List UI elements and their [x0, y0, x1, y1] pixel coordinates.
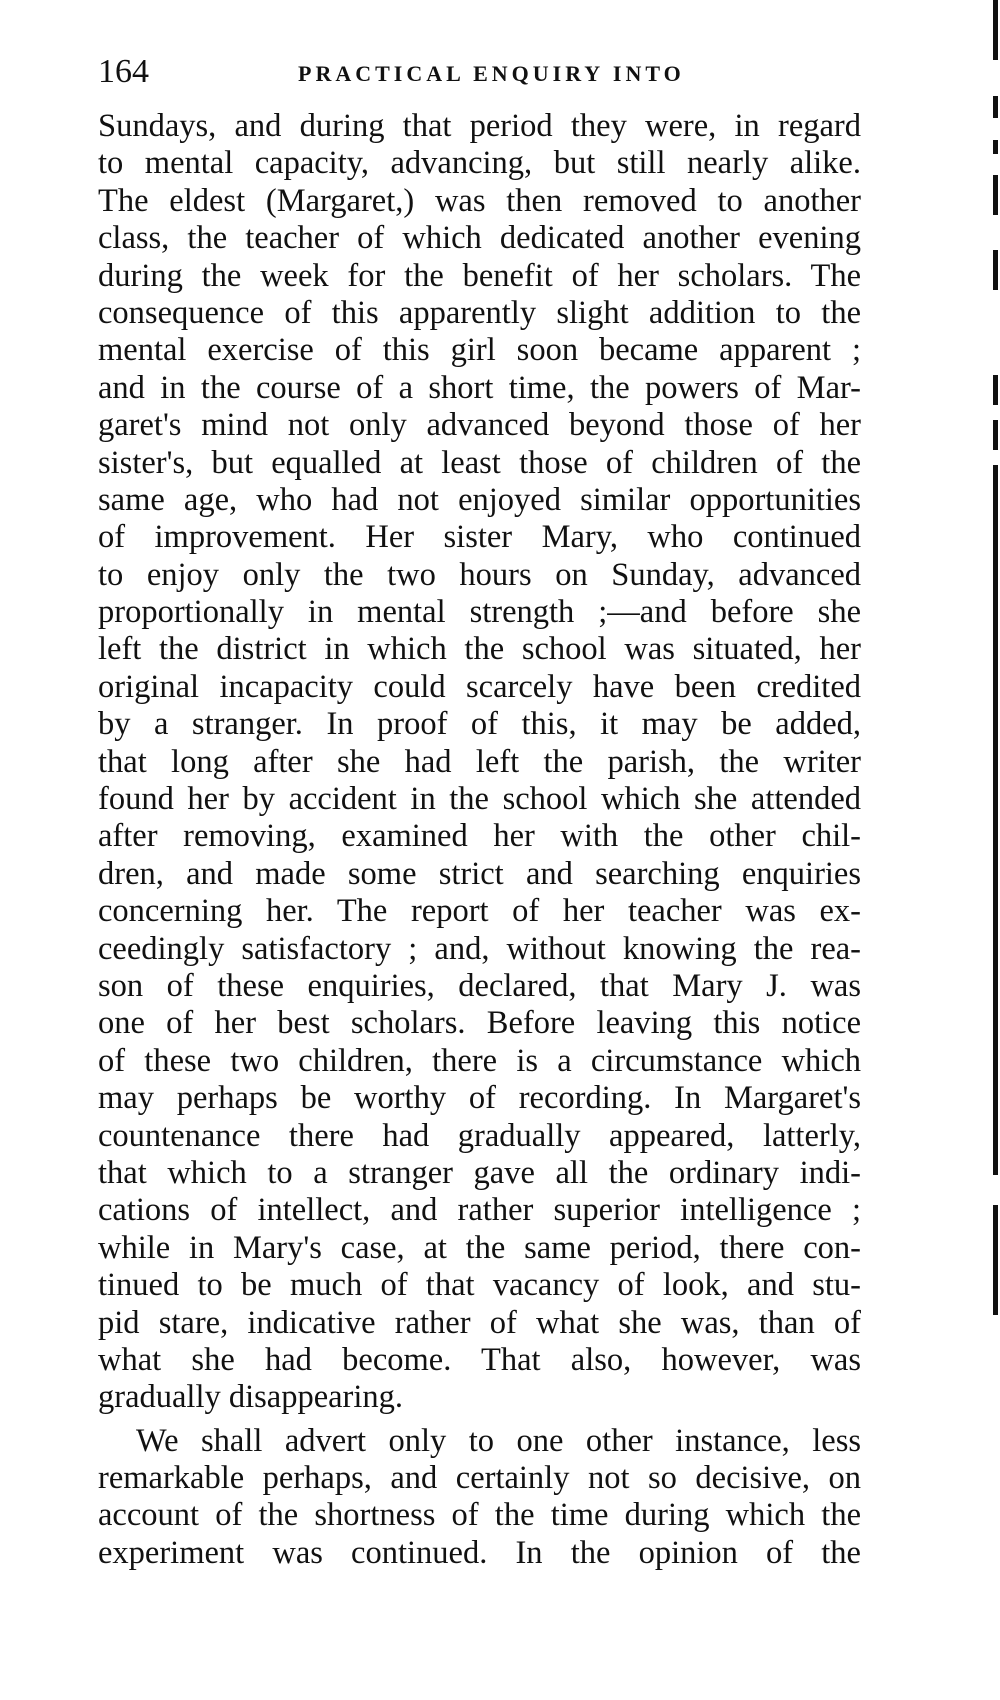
text-line: proportionally in mental strength ;—and before she — [98, 594, 861, 631]
text-line: of these two children, there is a circumstance which — [98, 1042, 861, 1079]
page-number: 164 — [98, 53, 149, 90]
text-line: after removing, examined her with the other chil- — [98, 818, 861, 855]
edge-mark — [993, 1205, 998, 1315]
text-line: that long after she had left the parish, the writer — [98, 743, 861, 780]
text-line: consequence of this apparently slight addition to the — [98, 294, 861, 331]
page-header — [98, 50, 858, 94]
text-line: concerning her. The report of her teacher was ex- — [98, 893, 861, 930]
edge-mark — [993, 465, 998, 1175]
text-line: class, the teacher of which dedicated another evening — [98, 220, 861, 257]
text-line: sister's, but equalled at least those of children of the — [98, 444, 861, 481]
text-line: to enjoy only the two hours on Sunday, advanced — [98, 556, 861, 593]
text-line: while in Mary's case, at the same period, there con- — [98, 1229, 861, 1266]
text-line: by a stranger. In proof of this, it may be added, — [98, 706, 861, 743]
text-line: pid stare, indicative rather of what she was, than of — [98, 1304, 861, 1341]
text-line: one of her best scholars. Before leaving this notice — [98, 1005, 861, 1042]
text-line: and in the course of a short time, the powers of Mar- — [98, 369, 861, 406]
text-line: son of these enquiries, declared, that Mary J. was — [98, 967, 861, 1004]
text-line: left the district in which the school was situated, her — [98, 631, 861, 668]
edge-mark — [993, 96, 998, 118]
text-line: of improvement. Her sister Mary, who continued — [98, 519, 861, 556]
text-line: may perhaps be worthy of recording. In Margaret's — [98, 1080, 861, 1117]
text-line: what she had become. That also, however, was — [98, 1341, 861, 1378]
text-line: countenance there had gradually appeared, latterly, — [98, 1117, 861, 1154]
edge-mark — [993, 0, 998, 60]
text-line: account of the shortness of the time during which the — [98, 1497, 861, 1534]
text-line: gradually disappearing. — [98, 1379, 404, 1416]
edge-mark — [993, 140, 998, 154]
page-edge-shadow — [988, 0, 1000, 1700]
text-line: experiment was continued. In the opinion of the — [98, 1534, 861, 1571]
text-line: original incapacity could scarcely have been credited — [98, 668, 861, 705]
text-line: cations of intellect, and rather superior intelligence ; — [98, 1192, 861, 1229]
text-line: during the week for the benefit of her scholars. The — [98, 257, 861, 294]
text-line: The eldest (Margaret,) was then removed to another — [98, 182, 861, 219]
text-line: to mental capacity, advancing, but still nearly alike. — [98, 145, 861, 182]
text-line: dren, and made some strict and searching enquiries — [98, 855, 861, 892]
text-line: that which to a stranger gave all the ordinary indi- — [98, 1154, 861, 1191]
paragraph-2 — [98, 1423, 861, 1573]
text-line: We shall advert only to one other instance, less — [136, 1422, 861, 1459]
text-line: ceedingly satisfactory ; and, without knowing the rea- — [98, 930, 861, 967]
text-line: tinued to be much of that vacancy of look, and stu- — [98, 1267, 861, 1304]
text-line: found her by accident in the school which she attended — [98, 781, 861, 818]
edge-mark — [993, 175, 998, 215]
text-line: garet's mind not only advanced beyond those of her — [98, 407, 861, 444]
paragraph-1 — [98, 108, 861, 1417]
edge-mark — [993, 375, 998, 405]
text-line: remarkable perhaps, and certainly not so decisive, on — [98, 1460, 861, 1497]
text-line: same age, who had not enjoyed similar opportunities — [98, 481, 861, 518]
running-head: PRACTICAL ENQUIRY INTO — [298, 61, 685, 86]
edge-mark — [993, 420, 998, 450]
text-line: mental exercise of this girl soon became apparent ; — [98, 332, 861, 369]
edge-mark — [993, 250, 998, 290]
body-text — [98, 108, 861, 1572]
text-line: Sundays, and during that period they were, in regard — [98, 108, 861, 144]
